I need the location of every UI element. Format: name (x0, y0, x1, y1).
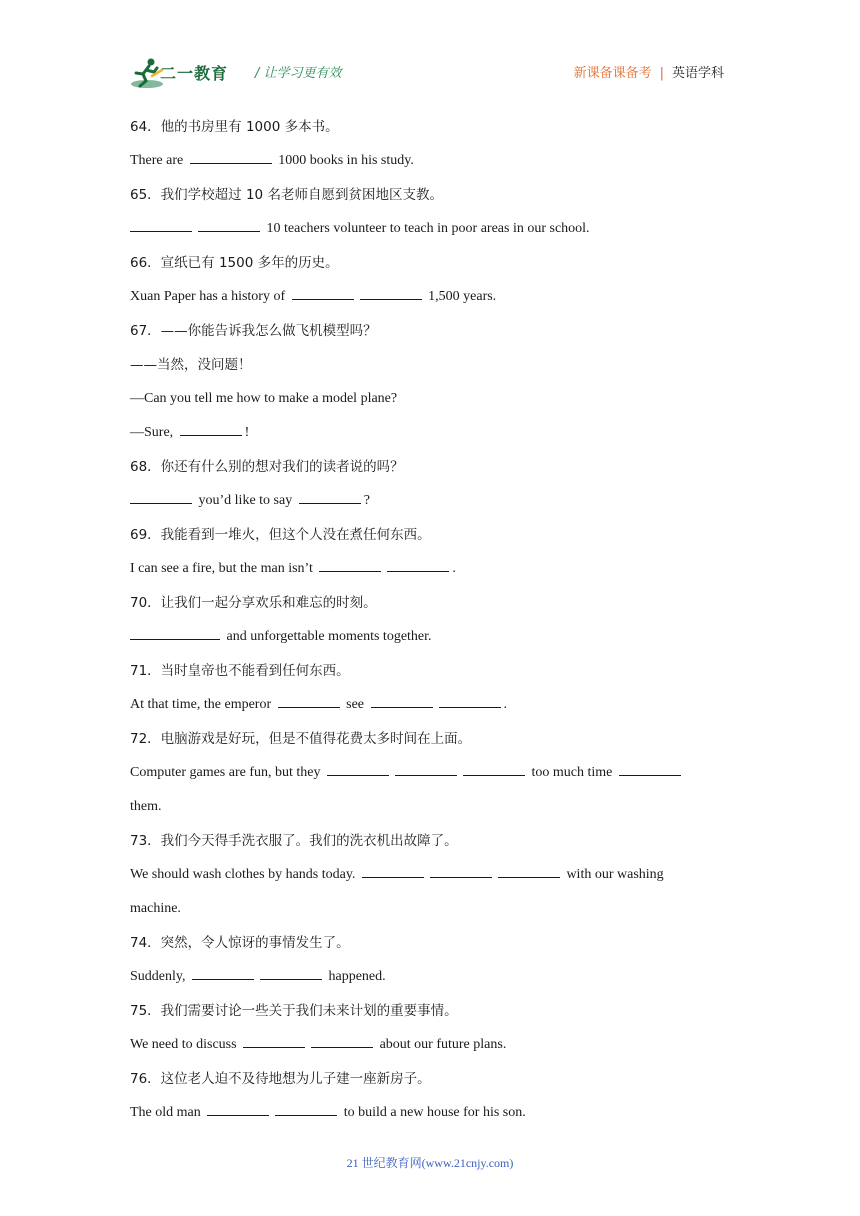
q76-text-1: The old man (130, 1105, 205, 1120)
q76-english (130, 1096, 730, 1130)
q67-chinese-2: ——当然，没问题！ (130, 357, 252, 373)
q74-english (130, 960, 730, 994)
q71-chinese: 71．当时皇帝也不能看到任何东西。 (130, 663, 350, 679)
header-label: 新课备课备考 (573, 66, 652, 81)
page-header (130, 56, 730, 90)
q72-chinese: 72．电脑游戏是好玩，但是不值得花费太多时间在上面。 (130, 731, 472, 747)
answer-blank[interactable] (311, 1035, 373, 1048)
answer-blank[interactable] (130, 219, 192, 232)
page-footer[interactable]: 21 世纪教育网(www.21cnjy.com) (346, 1156, 514, 1170)
answer-blank[interactable] (362, 865, 424, 878)
q75-text-1: We need to discuss (130, 1037, 241, 1052)
q71-text-3: . (503, 697, 508, 712)
answer-blank[interactable] (192, 967, 254, 980)
q67-text-1: —Sure, (130, 425, 177, 440)
q69-chinese: 69．我能看到一堆火，但这个人没在煮任何东西。 (130, 527, 431, 543)
q67-chinese-1: 67．——你能告诉我怎么做飞机模型吗？ (130, 323, 377, 339)
answer-blank[interactable] (275, 1103, 337, 1116)
q70-text: and unforgettable moments together. (223, 629, 432, 644)
answer-blank[interactable] (387, 559, 449, 572)
q65-text: 10 teachers volunteer to teach in poor areas in our school. (263, 221, 590, 236)
q67-english-2 (130, 416, 730, 450)
header-subject (574, 62, 724, 81)
q64-english (130, 144, 730, 178)
answer-blank[interactable] (327, 763, 389, 776)
answer-blank[interactable] (360, 287, 422, 300)
q71-text-2: see (342, 697, 368, 712)
answer-blank[interactable] (190, 151, 272, 164)
q73-english (130, 858, 730, 892)
q69-text-2: . (452, 561, 456, 576)
q72-text-2: too much time (528, 765, 616, 780)
q66-english (130, 280, 730, 314)
q71-text-1: At that time, the emperor (130, 697, 275, 712)
answer-blank[interactable] (130, 627, 220, 640)
q64-text-1: There are (130, 153, 187, 168)
q72-text-1: Computer games are fun, but they (130, 765, 325, 780)
answer-blank[interactable] (292, 287, 354, 300)
answer-blank[interactable] (619, 763, 681, 776)
q66-text-1: Xuan Paper has a history of (130, 289, 289, 304)
q73-english-cont: machine. (130, 901, 181, 916)
q76-chinese: 76．这位老人迫不及待地想为儿子建一座新房子。 (130, 1071, 431, 1087)
q76-text-2: to build a new house for his son. (340, 1105, 526, 1120)
q64-text-2: 1000 books in his study. (274, 153, 414, 168)
answer-blank[interactable] (260, 967, 322, 980)
q68-chinese: 68．你还有什么别的想对我们的读者说的吗？ (130, 459, 404, 475)
answer-blank[interactable] (371, 695, 433, 708)
answer-blank[interactable] (463, 763, 525, 776)
q74-text-1: Suddenly, (130, 969, 189, 984)
runner-logo-icon (130, 56, 164, 90)
answer-blank[interactable] (278, 695, 340, 708)
header-subject-name: 英语学科 (671, 66, 724, 81)
q65-english (130, 212, 730, 246)
q72-english (130, 756, 730, 790)
q71-english (130, 688, 730, 722)
q65-chinese: 65．我们学校超过 10 名老师自愿到贫困地区支教。 (130, 187, 443, 203)
q75-english (130, 1028, 730, 1062)
answer-blank[interactable] (198, 219, 260, 232)
logo (130, 56, 242, 90)
q66-chinese: 66．宣纸已有 1500 多年的历史。 (130, 255, 339, 271)
answer-blank[interactable] (395, 763, 457, 776)
q68-text-2: ? (363, 493, 370, 508)
answer-blank[interactable] (430, 865, 492, 878)
q73-chinese: 73．我们今天得手洗衣服了。我们的洗衣机出故障了。 (130, 833, 458, 849)
answer-blank[interactable] (207, 1103, 269, 1116)
slogan: / 让学习更有效 (255, 66, 342, 81)
q75-chinese: 75．我们需要讨论一些关于我们未来计划的重要事情。 (130, 1003, 458, 1019)
q66-text-2: 1,500 years. (424, 289, 497, 304)
q70-chinese: 70．让我们一起分享欢乐和难忘的时刻。 (130, 595, 377, 611)
q74-chinese: 74．突然，令人惊讶的事情发生了。 (130, 935, 350, 951)
answer-blank[interactable] (439, 695, 501, 708)
q73-text-1: We should wash clothes by hands today. (130, 867, 359, 882)
answer-blank[interactable] (299, 491, 361, 504)
answer-blank[interactable] (243, 1035, 305, 1048)
q64-chinese: 64．他的书房里有 1000 多本书。 (130, 119, 339, 135)
q69-text-1: I can see a fire, but the man isn’t (130, 561, 317, 576)
answer-blank[interactable] (180, 423, 242, 436)
q69-english (130, 552, 730, 586)
question-list (130, 110, 730, 1130)
q74-text-2: happened. (324, 969, 386, 984)
q70-english (130, 620, 730, 654)
answer-blank[interactable] (130, 491, 192, 504)
q67-english-1: —Can you tell me how to make a model plane? (130, 391, 398, 406)
q75-text-2: about our future plans. (376, 1037, 507, 1052)
header-separator: | (659, 66, 664, 81)
q67-text-2: ! (244, 425, 250, 440)
q72-english-cont: them. (130, 799, 162, 814)
logo-text: 二一教育 (160, 64, 229, 83)
answer-blank[interactable] (319, 559, 381, 572)
answer-blank[interactable] (498, 865, 560, 878)
q73-text-2: with our washing (562, 867, 664, 882)
q68-text-1: you’d like to say (195, 493, 296, 508)
q68-english (130, 484, 730, 518)
